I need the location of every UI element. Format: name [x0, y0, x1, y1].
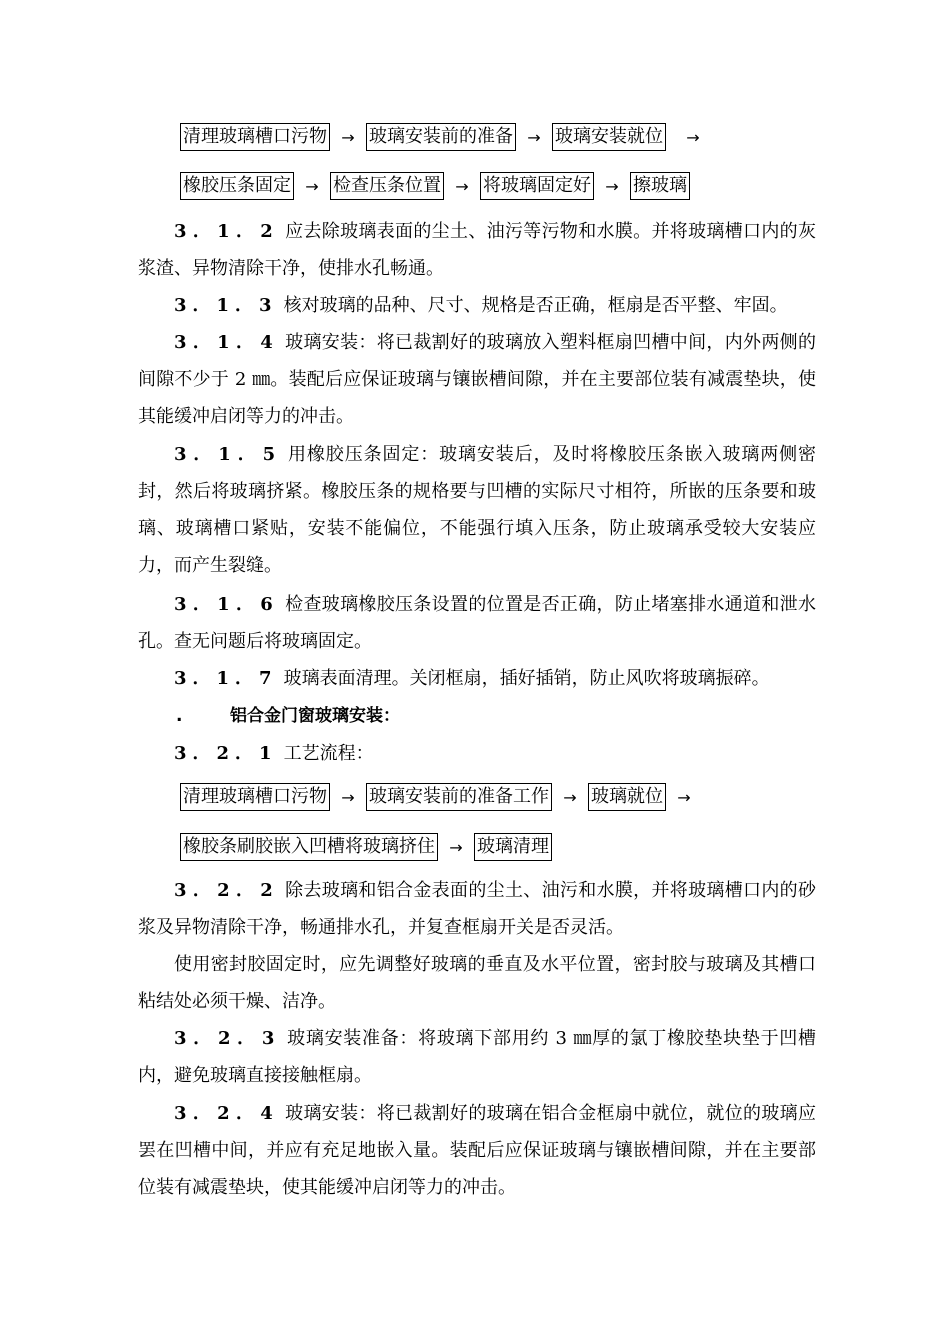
flow-step: 橡胶条刷胶嵌入凹槽将玻璃挤住 [180, 833, 438, 861]
arrow-right-icon: → [341, 127, 355, 147]
paragraph-text: 除去玻璃和铝合金表面的尘土、油污和水膜，并将玻璃槽口内的砂浆及异物清除干净，畅通排水孔，并复查框扇开关是否灵活。 [138, 880, 816, 938]
paragraph-3-1-5 [138, 436, 816, 584]
process-flow-1-row-2 [180, 170, 690, 202]
paragraph-3-2-1 [138, 735, 816, 772]
arrow-right-icon: → [677, 787, 691, 807]
arrow-right-icon: → [686, 127, 700, 147]
arrow-right-icon: → [305, 176, 319, 196]
paragraph-text: 工艺流程： [283, 743, 374, 764]
section-number: 3．2．1 [174, 743, 278, 764]
paragraph-text: 核对玻璃的品种、尺寸、规格是否正确，框扇是否平整、牢固。 [283, 295, 788, 316]
flow-step: 玻璃清理 [474, 833, 552, 861]
paragraph-3-1-2 [138, 213, 816, 287]
section-number: 3．2．3 [174, 1028, 281, 1049]
process-flow-1-row-1 [180, 121, 720, 153]
section-number: 3．2．4 [174, 1103, 279, 1124]
heading-marker: . [176, 706, 183, 726]
section-number: 3．1．3 [174, 295, 278, 316]
paragraph-text: 玻璃安装：将已裁割好的玻璃放入塑料框扇凹槽中间，内外两侧的间隙不少于 2 ㎜。装配后应保证玻璃与镶嵌槽间隙，并在主要部位装有减震垫块，使其能缓冲启闭等力的冲击。 [138, 332, 816, 427]
paragraph-text: 使用密封胶固定时，应先调整好玻璃的垂直及水平位置，密封胶与玻璃及其槽口粘结处必须干燥、洁净。 [138, 954, 816, 1012]
section-number: 3．2．2 [174, 880, 279, 901]
paragraph-3-2-2 [138, 872, 816, 946]
flow-step: 将玻璃固定好 [480, 172, 594, 200]
section-number: 3．1．7 [174, 668, 278, 689]
paragraph-text: 应去除玻璃表面的尘土、油污等污物和水膜。并将玻璃槽口内的灰浆渣、异物清除干净，使排水孔畅通。 [138, 221, 816, 279]
flow-step: 清理玻璃槽口污物 [180, 123, 330, 151]
paragraph-3-2-3 [138, 1020, 816, 1094]
paragraph-3-2-4 [138, 1095, 816, 1206]
flow-step: 玻璃就位 [588, 783, 666, 811]
paragraph-text: 玻璃安装：将已裁割好的玻璃在铝合金框扇中就位，就位的玻璃应罢在凹槽中间，并应有充足地嵌入量。装配后应保证玻璃与镶嵌槽间隙，并在主要部位装有减震垫块，使其能缓冲启闭等力的冲击。 [138, 1103, 816, 1198]
section-number: 3．1．4 [174, 332, 279, 353]
flow-step: 清理玻璃槽口污物 [180, 783, 330, 811]
paragraph-text: 玻璃表面清理。关闭框扇，插好插销，防止风吹将玻璃振碎。 [283, 668, 770, 689]
flow-step: 玻璃安装前的准备 [366, 123, 516, 151]
section-heading-3-2 [176, 701, 400, 731]
arrow-right-icon: → [341, 787, 355, 807]
paragraph-3-1-6 [138, 586, 816, 660]
section-number: 3．1．2 [174, 221, 279, 242]
section-number: 3．1．5 [174, 444, 282, 465]
paragraph-text: 检查玻璃橡胶压条设置的位置是否正确，防止堵塞排水通道和泄水孔。查无问题后将玻璃固定。 [138, 594, 816, 652]
arrow-right-icon: → [449, 837, 463, 857]
arrow-right-icon: → [455, 176, 469, 196]
section-number: 3．1．6 [174, 594, 279, 615]
process-flow-2-row-1 [180, 781, 702, 813]
paragraph-3-1-3 [138, 287, 816, 324]
arrow-right-icon: → [563, 787, 577, 807]
heading-text: 铝合金门窗玻璃安装： [230, 706, 400, 726]
flow-step: 橡胶压条固定 [180, 172, 294, 200]
arrow-right-icon: → [527, 127, 541, 147]
flow-step: 玻璃安装前的准备工作 [366, 783, 552, 811]
flow-step: 检查压条位置 [330, 172, 444, 200]
paragraph-3-2-2-continued [138, 946, 816, 1020]
paragraph-3-1-4 [138, 324, 816, 435]
arrow-right-icon: → [605, 176, 619, 196]
paragraph-text: 用橡胶压条固定：玻璃安装后，及时将橡胶压条嵌入玻璃两侧密封，然后将玻璃挤紧。橡胶压条的规格要与凹槽的实际尺寸相符，所嵌的压条要和玻璃、玻璃槽口紧贴，安装不能偏位，不能强行填入压条，防止玻璃承受较大安装应力，而产生裂缝。 [138, 444, 817, 576]
paragraph-3-1-7 [138, 660, 816, 697]
paragraph-text: 玻璃安装准备：将玻璃下部用约 3 ㎜厚的氯丁橡胶垫块垫于凹槽内，避免玻璃直接接触框扇。 [138, 1028, 816, 1086]
flow-step: 玻璃安装就位 [552, 123, 666, 151]
flow-step: 擦玻璃 [630, 172, 690, 200]
process-flow-2-row-2 [180, 831, 552, 863]
